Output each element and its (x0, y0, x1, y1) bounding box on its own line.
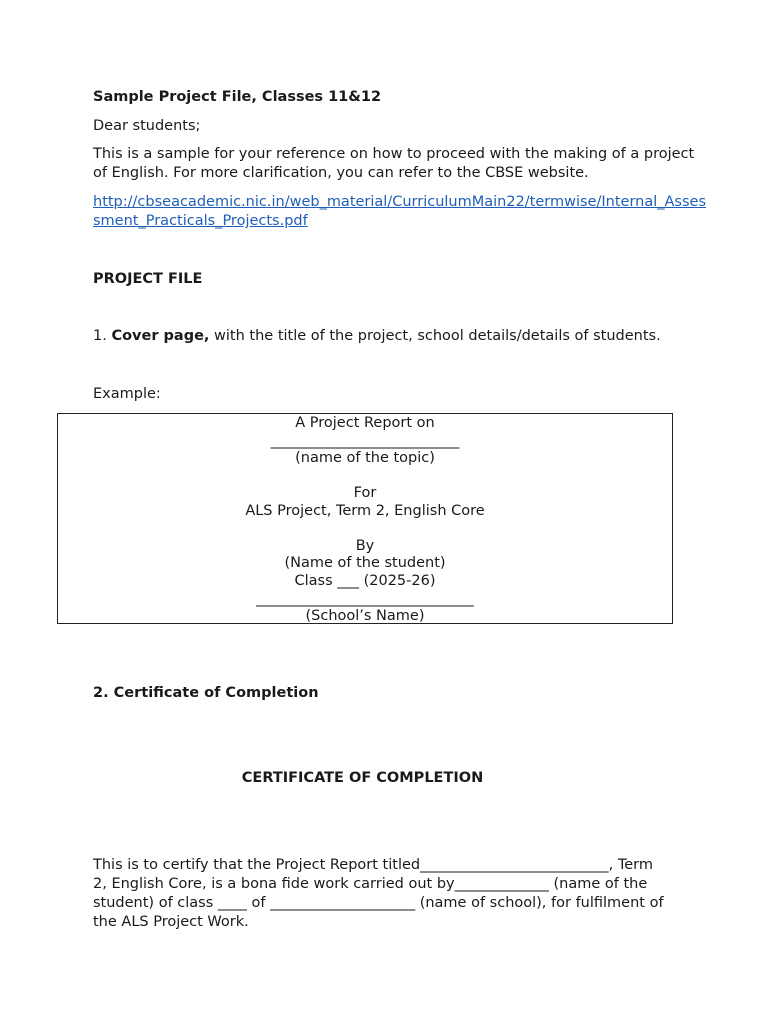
box-line-1: A Project Report on (295, 415, 435, 431)
certificate-line-3: student) of class ____ of ____________________ (name of school), for fulfilment of (93, 895, 664, 911)
box-line-7: (Name of the student) (284, 555, 446, 571)
certificate-line-4: the ALS Project Work. (93, 914, 249, 930)
cbse-link-line-2[interactable]: sment_Practicals_Projects.pdf (93, 213, 308, 229)
box-line-6: By (355, 538, 375, 554)
cbse-link-line-1[interactable]: http://cbseacademic.nic.in/web_material/CurriculumMain22/termwise/Internal_Asses (93, 194, 707, 210)
item-1-rest: with the title of the project, school details/details of students. (209, 328, 661, 344)
box-line-2: __________________________ (270, 433, 460, 449)
certificate-line-1: This is to certify that the Project Report titled__________________________, Term (93, 857, 653, 873)
box-line-9: ______________________________ (256, 591, 474, 607)
intro-line-2: of English. For more clarification, you can refer to the CBSE website. (93, 165, 589, 181)
cover-page-example-box (57, 413, 673, 624)
box-line-5: ALS Project, Term 2, English Core (245, 503, 485, 519)
item-1-number: 1. (93, 328, 112, 344)
greeting: Dear students; (93, 118, 201, 134)
certificate-title: CERTIFICATE OF COMPLETION (241, 770, 484, 786)
section-title: PROJECT FILE (93, 271, 203, 287)
item-1 (93, 327, 661, 346)
item-1-bold: Cover page, (111, 328, 210, 344)
box-line-8: Class ___ (2025-26) (294, 573, 436, 589)
box-line-10: (School’s Name) (305, 608, 425, 624)
item-2: 2. Certificate of Completion (93, 685, 319, 701)
intro-line-1: This is a sample for your reference on how to proceed with the making of a project (93, 146, 695, 162)
box-line-3: (name of the topic) (295, 450, 435, 466)
box-line-4: For (353, 485, 377, 501)
certificate-line-2: 2, English Core, is a bona fide work carried out by_____________ (name of the (93, 876, 648, 892)
example-label: Example: (93, 386, 161, 402)
document-heading: Sample Project File, Classes 11&12 (93, 89, 382, 105)
